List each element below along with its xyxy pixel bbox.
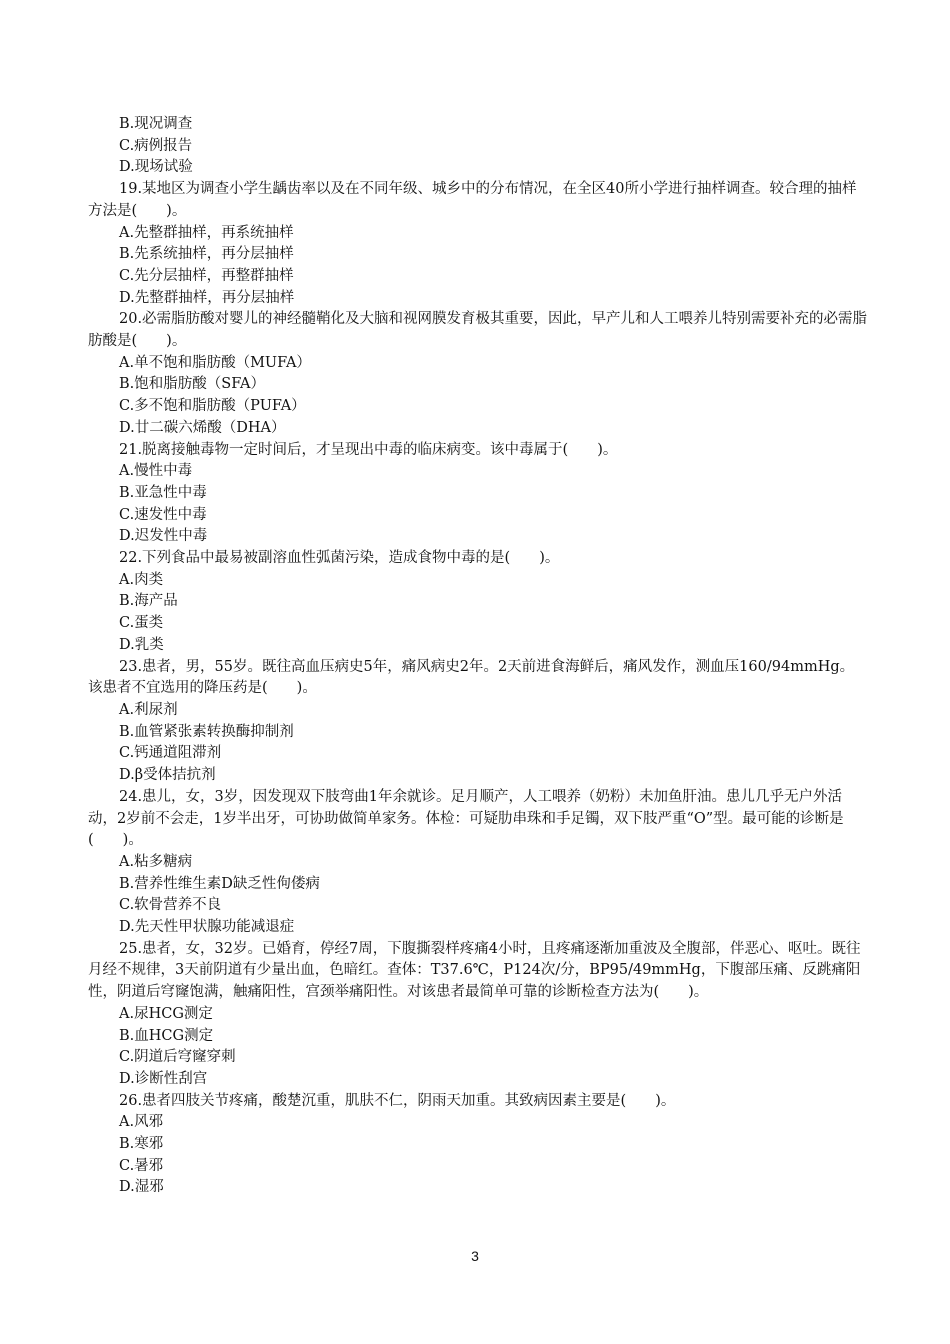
question-stem: 26.患者四肢关节疼痛，酸楚沉重，肌肤不仁，阴雨天加重。其致病因素主要是( )。 [119, 1092, 676, 1109]
answer-option: D.湿邪 [119, 1179, 164, 1196]
question-stem: 21.脱离接触毒物一定时间后，才呈现出中毒的临床病变。该中毒属于( )。 [119, 441, 618, 458]
answer-option: A.慢性中毒 [119, 463, 193, 480]
answer-option: A.利尿剂 [119, 701, 178, 718]
answer-option: C.暑邪 [119, 1157, 164, 1174]
page-number: 3 [471, 1248, 479, 1264]
answer-option: A.粘多糖病 [119, 853, 193, 870]
answer-option: D.迟发性中毒 [119, 528, 208, 545]
answer-option: C.病例报告 [119, 137, 193, 154]
answer-option: D.先天性甲状腺功能减退症 [119, 919, 295, 936]
answer-option: B.亚急性中毒 [119, 484, 207, 501]
answer-option: D.诊断性刮宫 [119, 1070, 208, 1087]
answer-option: C.速发性中毒 [119, 506, 207, 523]
question-stem: 23.患者，男，55岁。既往高血压病史5年，痛风病史2年。2天前进食海鲜后，痛风发作，测血压160/94mmHg。该患者不宜选用的降压药是( )。 [88, 658, 855, 697]
answer-option: A.先整群抽样，再系统抽样 [119, 224, 294, 241]
answer-option: B.血HCG测定 [119, 1027, 214, 1044]
answer-option: D.现场试验 [119, 159, 193, 176]
answer-option: A.肉类 [119, 571, 164, 588]
answer-option: D.廿二碳六烯酸（DHA） [119, 419, 286, 436]
answer-option: B.现况调查 [119, 116, 193, 132]
answer-option: C.蛋类 [119, 615, 164, 632]
answer-option: C.先分层抽样，再整群抽样 [119, 267, 294, 284]
question-stem: 19.某地区为调查小学生龋齿率以及在不同年级、城乡中的分布情况，在全区40所小学进行抽样调查。较合理的抽样方法是( )。 [88, 181, 857, 219]
answer-option: B.先系统抽样，再分层抽样 [119, 246, 294, 263]
answer-option: B.寒邪 [119, 1136, 164, 1153]
answer-option: B.海产品 [119, 593, 178, 610]
answer-option: A.单不饱和脂肪酸（MUFA） [119, 354, 311, 371]
answer-option: B.营养性维生素D缺乏性佝偻病 [119, 875, 320, 892]
answer-option: C.软骨营养不良 [119, 897, 222, 914]
answer-option: A.风邪 [119, 1114, 164, 1131]
question-stem: 25.患者，女，32岁。已婚育，停经7周，下腹撕裂样疼痛4小时，且疼痛逐渐加重波及全腹部，伴恶心、呕吐。既往月经不规律，3天前阴道有少量出血，色暗红。查体：T37.6℃，P124次/分，BP95/49mmHg，下腹部压痛、反跳痛阳性，阴道后穹窿饱满，触痛阳性，宫颈举痛阳性。对该患者最简单可靠的诊断检查方法为( )。 [88, 940, 861, 1001]
question-stem: 20.必需脂肪酸对婴儿的神经髓鞘化及大脑和视网膜发育极其重要，因此，早产儿和人工喂养儿特别需要补充的必需脂肪酸是( )。 [88, 311, 868, 350]
answer-option: A.尿HCG测定 [119, 1005, 213, 1022]
answer-option: D.乳类 [119, 636, 164, 653]
question-stem: 22.下列食品中最易被副溶血性弧菌污染，造成食物中毒的是( )。 [119, 550, 560, 567]
answer-option: B.血管紧张素转换酶抑制剂 [119, 723, 294, 740]
answer-option: C.阴道后穹窿穿刺 [119, 1049, 236, 1066]
answer-option: B.饱和脂肪酸（SFA） [119, 376, 265, 393]
question-list [88, 114, 868, 1199]
answer-option: C.多不饱和脂肪酸（PUFA） [119, 398, 306, 415]
answer-option: D.先整群抽样，再分层抽样 [119, 289, 295, 306]
question-stem: 24.患儿，女，3岁，因发现双下肢弯曲1年余就诊。足月顺产，人工喂养（奶粉）未加鱼肝油。患儿几乎无户外活动，2岁前不会走，1岁半出牙，可协助做简单家务。体检：可疑肋串珠和手足镯，双下肢严重“O”型。最可能的诊断是( )。 [88, 788, 844, 849]
answer-option: C.钙通道阻滞剂 [119, 745, 222, 762]
answer-option: D.β受体拮抗剂 [119, 767, 216, 784]
